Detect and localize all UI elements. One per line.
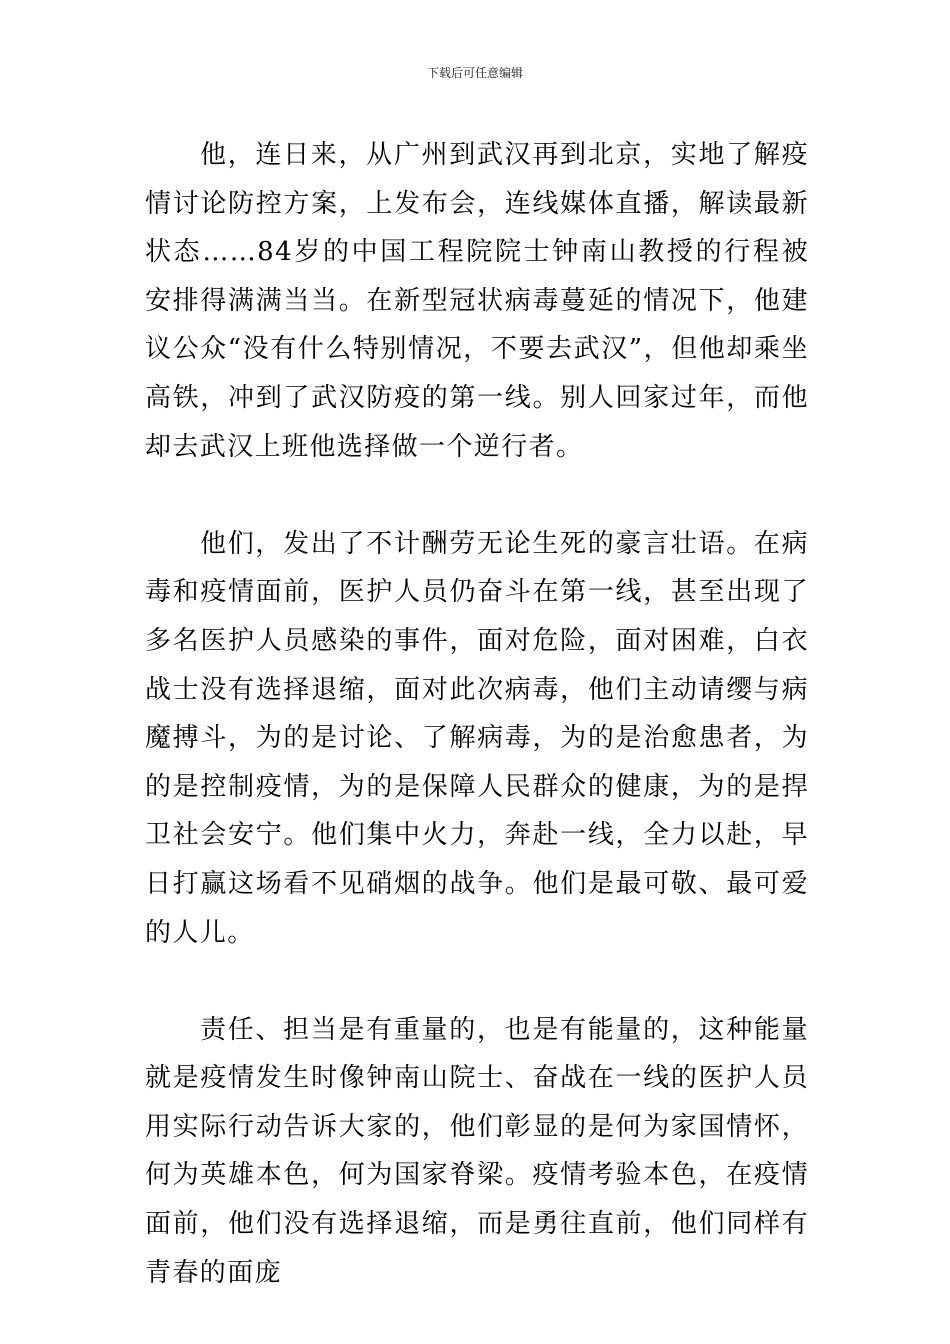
document-body — [145, 131, 809, 1297]
paragraph-medical-staff: 他们，发出了不计酬劳无论生死的豪言壮语。在病毒和疫情面前，医护人员仍奋斗在第一线，甚至出现了多名医护人员感染的事件，面对危险，面对困难，白衣战士没有选择退缩，面对此次病毒，他们主动请缨与病魔搏斗，为的是讨论、了解病毒，为的是治愈患者，为的是控制疫情，为的是保障人民群众的健康，为的是捍卫社会安宁。他们集中火力，奔赴一线，全力以赴，早日打赢这场看不见硝烟的战争。他们是最可敬、最可爱的人儿。 — [145, 528, 809, 948]
paragraph-responsibility: 责任、担当是有重量的，也是有能量的，这种能量就是疫情发生时像钟南山院士、奋战在一线的医护人员用实际行动告诉大家的，他们彰显的是何为家国情怀，何为英雄本色，何为国家脊梁。疫情考验本色，在疫情面前，他们没有选择退缩，而是勇往直前，他们同样有青春的面庞 — [145, 1014, 809, 1288]
page-header: 下载后可任意编辑 — [426, 66, 523, 80]
paragraph-zhong-nanshan: 他，连日来，从广州到武汉再到北京，实地了解疫情讨论防控方案，上发布会，连线媒体直播，解读最新状态……84岁的中国工程院院士钟南山教授的行程被安排得满满当当。在新型冠状病毒蔓延的情况下，他建议公众“没有什么特别情况，不要去武汉”，但他却乘坐高铁，冲到了武汉防疫的第一线。别人回家过年，而他却去武汉上班他选择做一个逆行者。 — [145, 140, 809, 462]
